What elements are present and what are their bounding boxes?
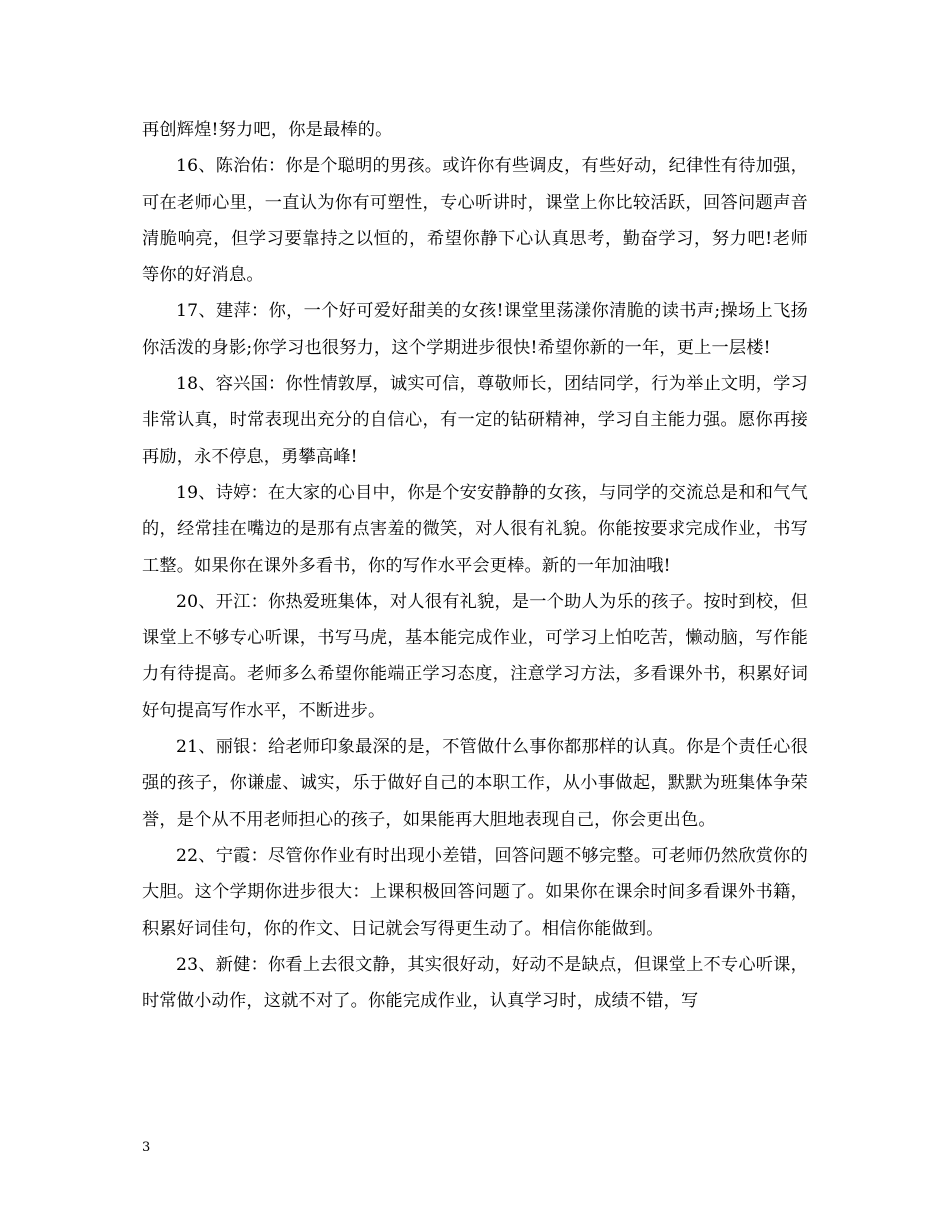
paragraph-comment-23: 23、新健：你看上去很文静，其实很好动，好动不是缺点，但课堂上不专心听课，时常做小动作，这就不对了。你能完成作业，认真学习时，成绩不错，写 bbox=[142, 954, 808, 1012]
paragraph-comment-21: 21、丽银：给老师印象最深的是，不管做什么事你都那样的认真。你是个责任心很强的孩子，你谦虚、诚实，乐于做好自己的本职工作，从小事做起，默默为班集体争荣誉，是个从不用老师担心的孩子，如果能再大胆地表现自己，你会更出色。 bbox=[142, 737, 808, 830]
paragraph-continuation: 再创辉煌!努力吧，你是最棒的。 bbox=[142, 120, 393, 140]
paragraph-comment-18: 18、容兴国：你性情敦厚，诚实可信，尊敬师长，团结同学，行为举止文明，学习非常认真，时常表现出充分的自信心，有一定的钻研精神，学习自主能力强。愿你再接再励，永不停息，勇攀高峰! bbox=[142, 374, 808, 467]
paragraph-comment-22: 22、宁霞：尽管你作业有时出现小差错，回答问题不够完整。可老师仍然欣赏你的大胆。这个学期你进步很大：上课积极回答问题了。如果你在课余时间多看课外书籍，积累好词佳句，你的作文、日记就会写得更生动了。相信你能做到。 bbox=[142, 845, 808, 939]
paragraph-comment-19: 19、诗婷：在大家的心目中，你是个安安静静的女孩，与同学的交流总是和和气气的，经常挂在嘴边的是那有点害羞的微笑，对人很有礼貌。你能按要求完成作业，书写工整。如果你在课外多看书，你的写作水平会更棒。新的一年加油哦! bbox=[142, 482, 808, 576]
paragraph-comment-16: 16、陈治佑：你是个聪明的男孩。或许你有些调皮，有些好动，纪律性有待加强，可在老师心里，一直认为你有可塑性，专心听讲时，课堂上你比较活跃，回答问题声音清脆响亮，但学习要靠持之以恒的，希望你静下心认真思考，勤奋学习，努力吧!老师等你的好消息。 bbox=[142, 156, 808, 286]
page-number: 3 bbox=[142, 1140, 151, 1155]
document-body bbox=[142, 112, 808, 1019]
paragraph-comment-17: 17、建萍：你，一个好可爱好甜美的女孩!课堂里荡漾你清脆的读书声;操场上飞扬你活泼的身影;你学习也很努力，这个学期进步很快!希望你新的一年，更上一层楼! bbox=[142, 301, 808, 358]
paragraph-comment-20: 20、开江：你热爱班集体，对人很有礼貌，是一个助人为乐的孩子。按时到校，但课堂上不够专心听课，书写马虎，基本能完成作业，可学习上怕吃苦，懒动脑，写作能力有待提高。老师多么希望你能端正学习态度，注意学习方法，多看课外书，积累好词好句提高写作水平，不断进步。 bbox=[142, 591, 808, 721]
